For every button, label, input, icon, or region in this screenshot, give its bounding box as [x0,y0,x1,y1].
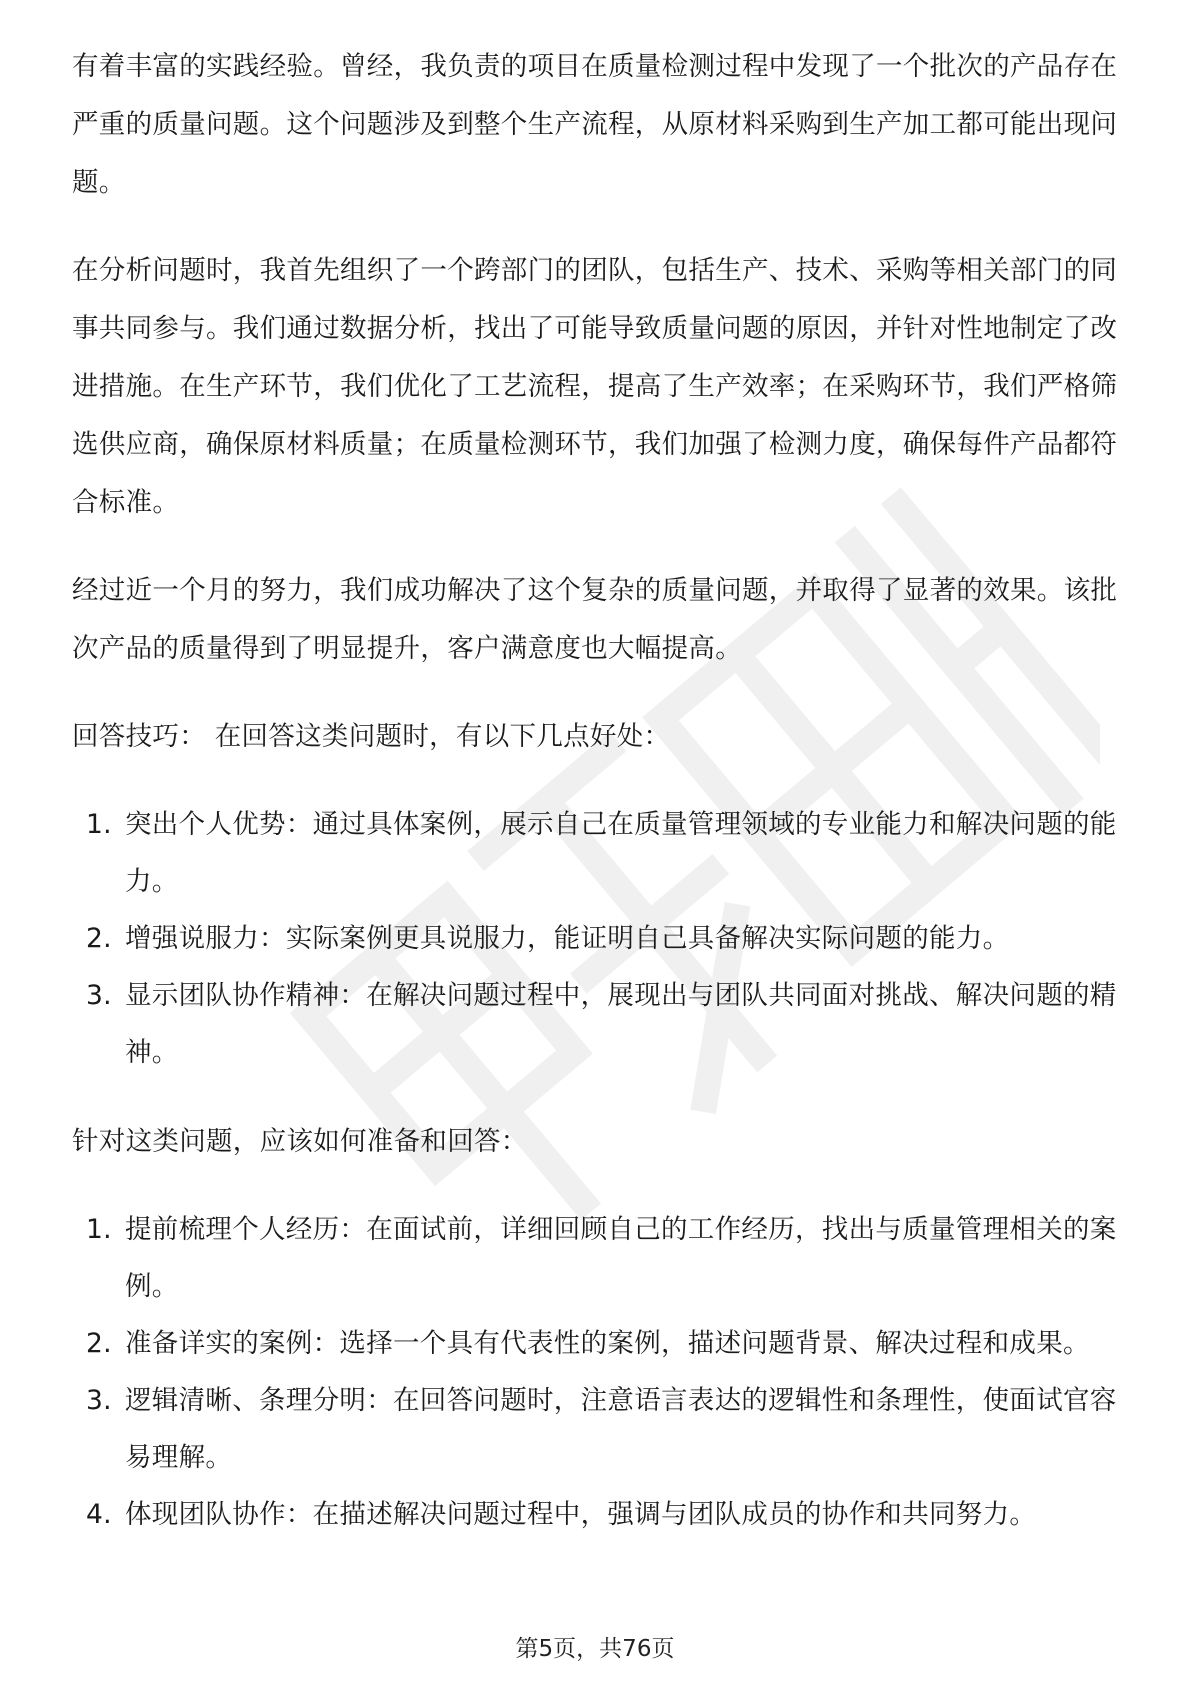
list-number: 2. [86,923,112,954]
list-item [72,1372,1118,1486]
paragraph-experience: 有着丰富的实践经验。曾经，我负责的项目在质量检测过程中发现了一个批次的产品存在严重的质量问题。这个问题涉及到整个生产流程，从原材料采购到生产加工都可能出现问题。 [72,51,1118,198]
list-item [72,1486,1118,1543]
list-text: 显示团队协作精神：在解决问题过程中，展现出与团队共同面对挑战、解决问题的精神。 [125,980,1117,1068]
tips-list [72,796,1118,1081]
list-item [72,1315,1118,1372]
list-number: 4. [86,1499,112,1530]
list-text: 体现团队协作：在描述解决问题过程中，强调与团队成员的协作和共同努力。 [125,1499,1037,1530]
list-text: 突出个人优势：通过具体案例，展示自己在质量管理领域的专业能力和解决问题的能力。 [125,809,1117,897]
list-item [72,967,1118,1081]
prep-list [72,1201,1118,1543]
list-number: 3. [86,1385,112,1416]
list-number: 1. [86,1214,112,1245]
page-footer: 第5页，共76页 [515,1636,675,1662]
list-number: 3. [86,980,112,1011]
list-number: 1. [86,809,112,840]
list-text: 逻辑清晰、条理分明：在回答问题时，注意语言表达的逻辑性和条理性，使面试官容易理解。 [125,1385,1117,1473]
list-text: 增强说服力：实际案例更具说服力，能证明自己具备解决实际问题的能力。 [125,923,1010,954]
list-number: 2. [86,1328,112,1359]
paragraph-analysis: 在分析问题时，我首先组织了一个跨部门的团队，包括生产、技术、采购等相关部门的同事共同参与。我们通过数据分析，找出了可能导致质量问题的原因，并针对性地制定了改进措施。在生产环节，我们优化了工艺流程，提高了生产效率；在采购环节，我们严格筛选供应商，确保原材料质量；在质量检测环节，我们加强了检测力度，确保每件产品都符合标准。 [72,255,1118,518]
paragraph-prep-heading: 针对这类问题，应该如何准备和回答： [72,1126,528,1157]
list-text: 准备详实的案例：选择一个具有代表性的案例，描述问题背景、解决过程和成果。 [125,1328,1090,1359]
paragraph-tips-heading: 回答技巧： 在回答这类问题时，有以下几点好处： [72,721,671,752]
list-item [72,796,1118,910]
list-item [72,1201,1118,1315]
document-body [72,38,1118,1575]
list-item [72,910,1118,967]
list-text: 提前梳理个人经历：在面试前，详细回顾自己的工作经历，找出与质量管理相关的案例。 [125,1214,1117,1302]
paragraph-result: 经过近一个月的努力，我们成功解决了这个复杂的质量问题，并取得了显著的效果。该批次产品的质量得到了明显提升，客户满意度也大幅提高。 [72,575,1118,664]
